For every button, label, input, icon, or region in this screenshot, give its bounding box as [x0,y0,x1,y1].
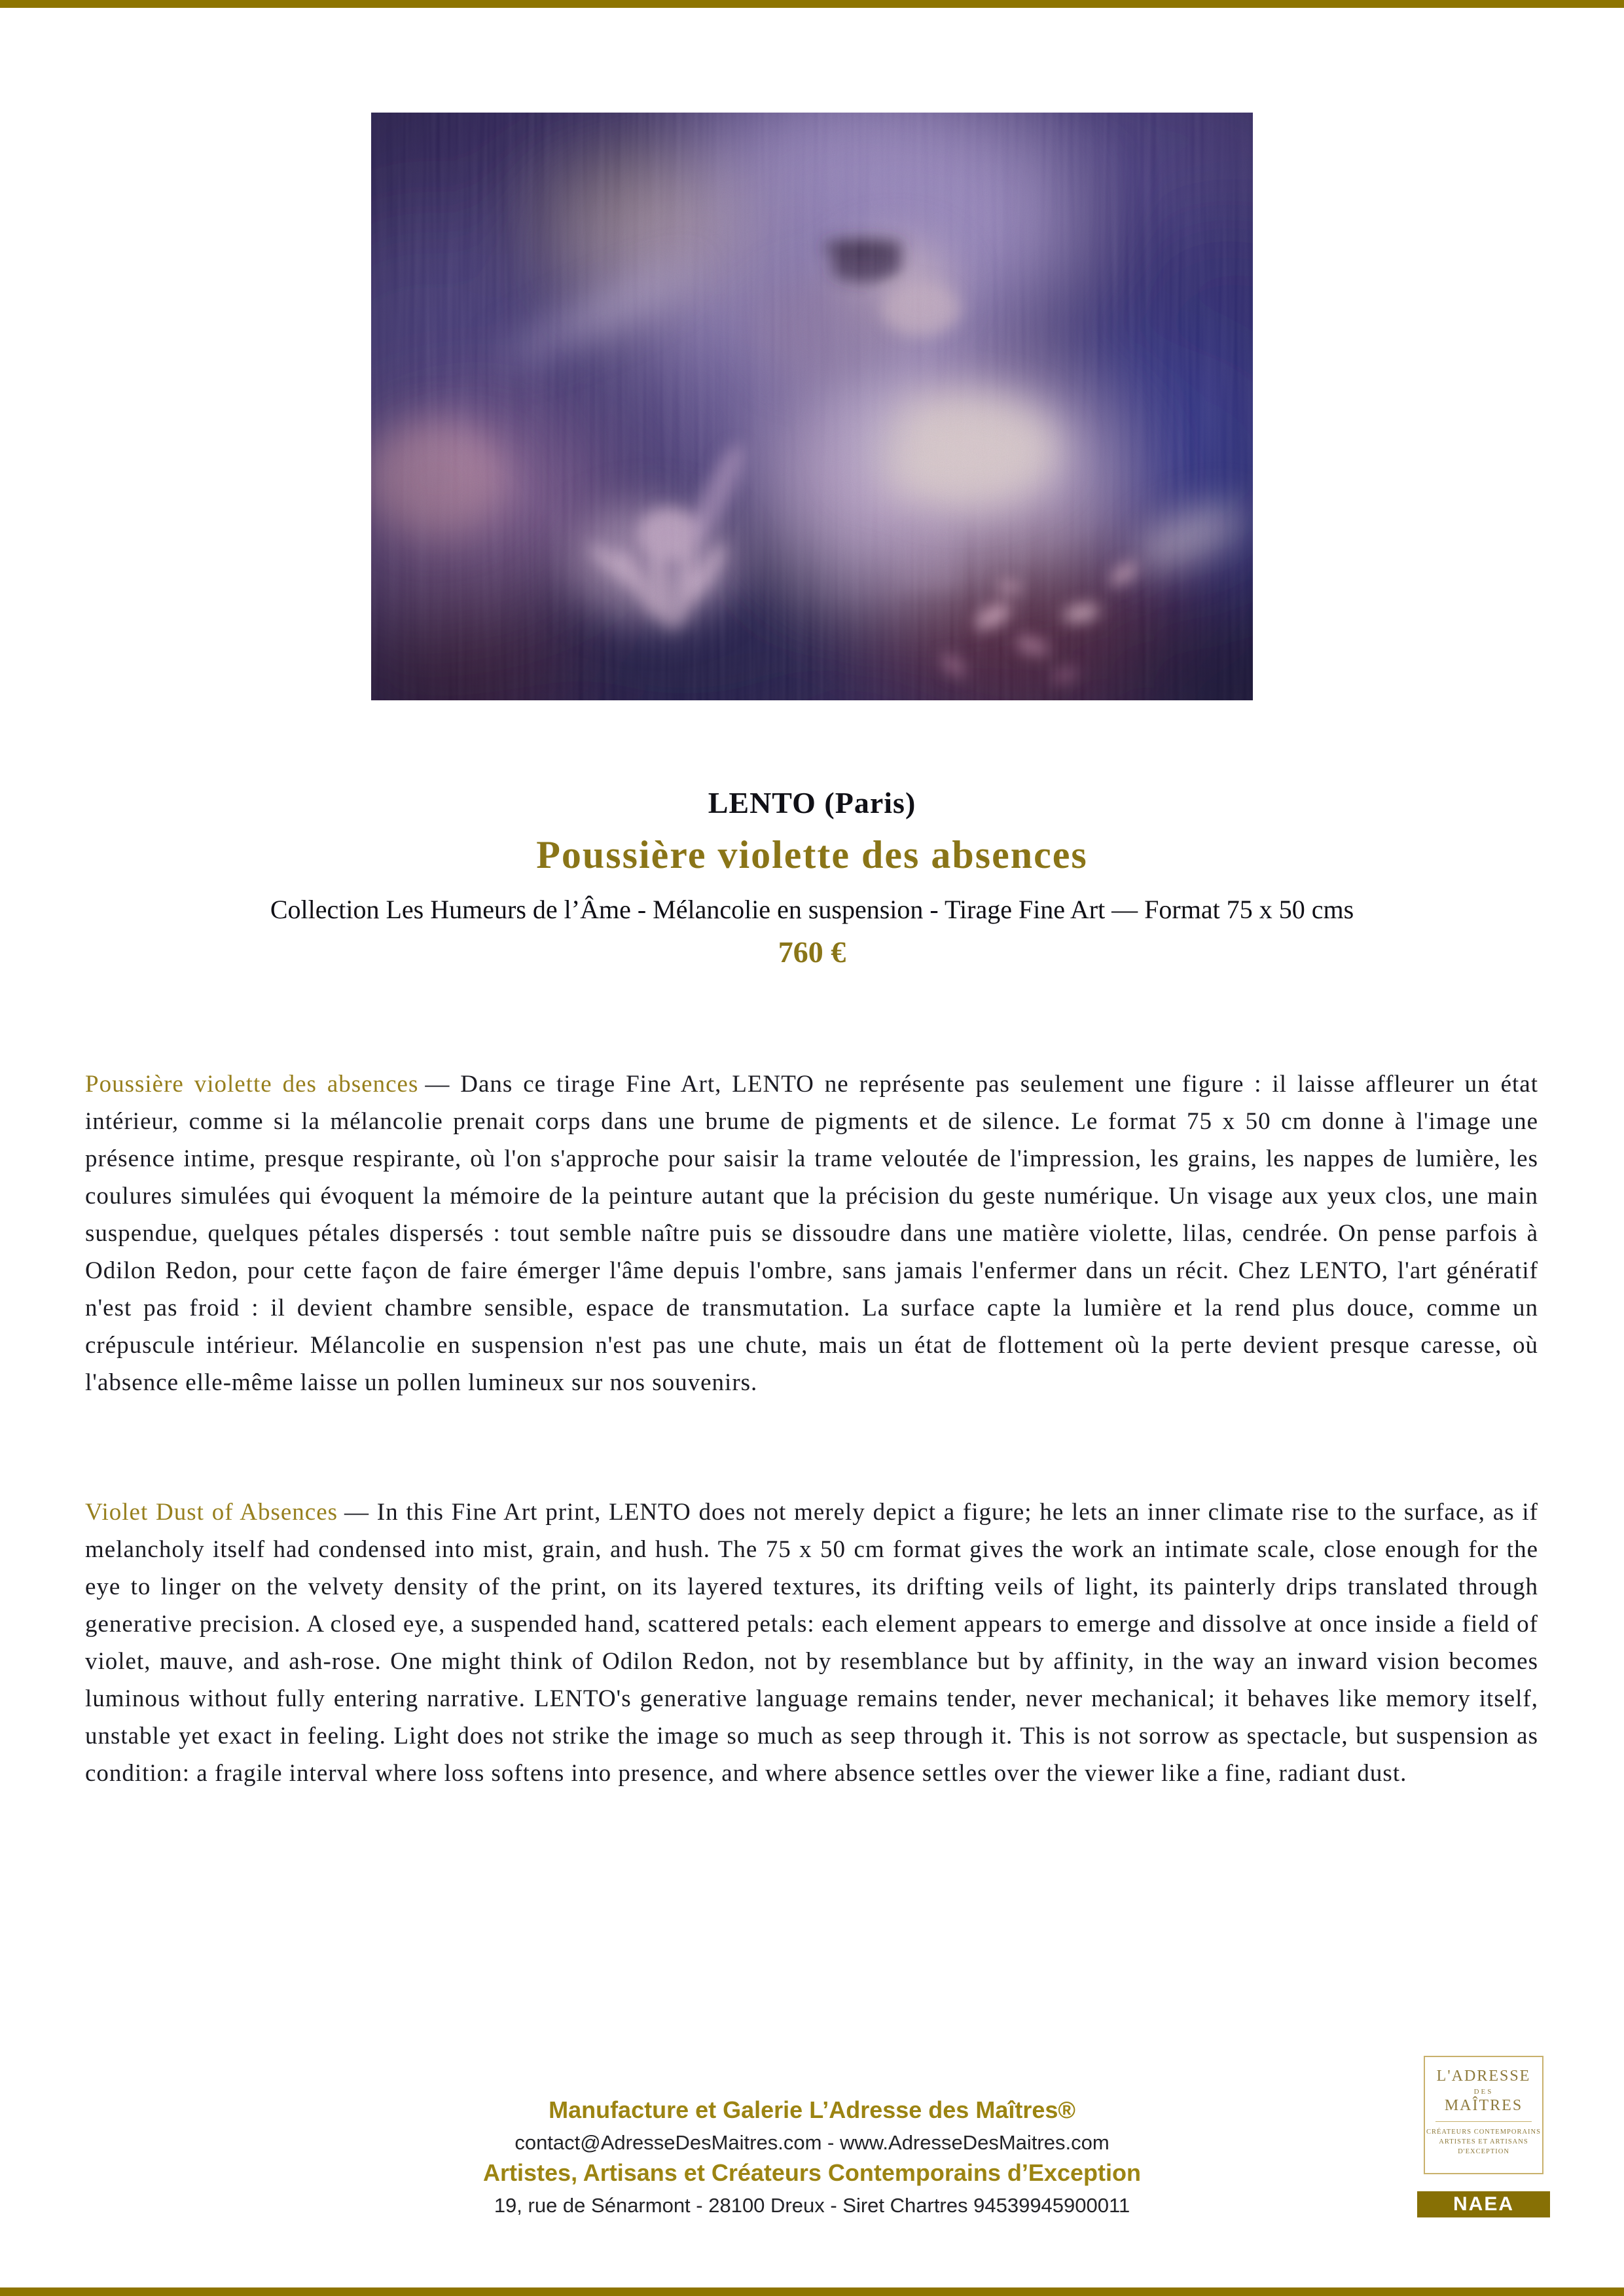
description-english-body: — In this Fine Art print, LENTO does not merely depict a figure; he lets an inner climate rise to the surface, as if melancholy itself had condensed into mist, grain, and hush. The 75 x 50 cm format gives the work an intimate scale, close enough for the eye to linger on the velvety density of the print, on its layered textures, its drifting veils of light, its painterly drips translated through generative precision. A closed eye, a suspended hand, scattered petals: each element appears to emerge and dissolve at once inside a field of violet, mauve, and ash-rose. One might think of Odilon Redon, not by resemblance but by affinity, in the way an inward vision becomes luminous without fully entering narrative. LENTO's generative language remains tender, never mechanical; it behaves like memory itself, unstable yet exact in feeling. Light does not strike the image so much as seep through it. This is not sorrow as spectacle, but suspension as condition: a fragile interval where loss softens into presence, and where absence settles over the viewer like a fine, radiant dust. [85,1499,1538,1787]
footer-address-line: 19, rue de Sénarmont - 28100 Dreux - Siret Chartres 94539945900011 [494,2194,1130,2217]
gallery-logo [1424,2056,1543,2174]
artwork-title: Poussière violette des absences [536,833,1088,876]
collection-line: Collection Les Humeurs de l’Âme - Mélancolie en suspension - Tirage Fine Art — Format 75 x 50 cms [270,895,1354,924]
description-english-lead: Violet Dust of Absences [85,1499,338,1526]
bottom-border [0,2287,1624,2296]
artist-name: LENTO (Paris) [708,786,916,819]
logo-line-adresse: L'ADRESSE [1436,2068,1531,2085]
description-french-body: — Dans ce tirage Fine Art, LENTO ne représente pas seulement une figure : il laisse affleurer un état intérieur, comme si la mélancolie prenait corps dans une brume de pigments et de silence. Le format 75 x 50 cm donne à l'image une présence intime, presque respirante, où l'on s'approche pour saisir la trame veloutée de l'impression, les grains, les nappes de lumière, les coulures simulées qui évoquent la mémoire de la peinture autant que la précision du geste numérique. Un visage aux yeux clos, une main suspendue, quelques pétales dispersés : tout semble naître puis se dissoudre dans une matière violette, lilas, cendrée. On pense parfois à Odilon Redon, pour cette façon de faire émerger l'âme depuis l'ombre, sans jamais l'enfermer dans un récit. Chez LENTO, l'art génératif n'est pas froid : il devient chambre sensible, espace de transmutation. La surface capte la lumière et la rend plus douce, comme un crépuscule intérieur. Mélancolie en suspension n'est pas une chute, mais un état de flottement où la perte devient presque caresse, où l'absence elle-même laisse un pollen lumineux sur nos souvenirs. [85,1071,1539,1396]
artwork-image [371,113,1253,700]
logo-divider [1435,2121,1532,2122]
logo-subline-2: ARTISTES ET ARTISANS [1439,2138,1528,2145]
description-french-lead: Poussière violette des absences [85,1071,419,1098]
footer-gallery-name: Manufacture et Galerie L’Adresse des Maîtres® [549,2096,1075,2123]
description-french [85,1066,1538,1401]
logo-line-des: DES [1473,2088,1494,2096]
top-border [0,0,1624,8]
artwork-painting [371,113,1253,700]
logo-subline-3: D'EXCEPTION [1458,2148,1509,2155]
naea-badge: NAEA [1417,2191,1550,2217]
logo-subline-1: CRÉATEURS CONTEMPORAINS [1426,2128,1541,2136]
description-english [85,1494,1538,1792]
footer-tagline: Artistes, Artisans et Créateurs Contemporains d’Exception [483,2159,1141,2186]
price: 760 € [778,935,846,969]
footer-contact-line: contact@AdresseDesMaitres.com - www.AdresseDesMaitres.com [514,2131,1110,2154]
logo-line-maitres: MAÎTRES [1444,2097,1523,2114]
